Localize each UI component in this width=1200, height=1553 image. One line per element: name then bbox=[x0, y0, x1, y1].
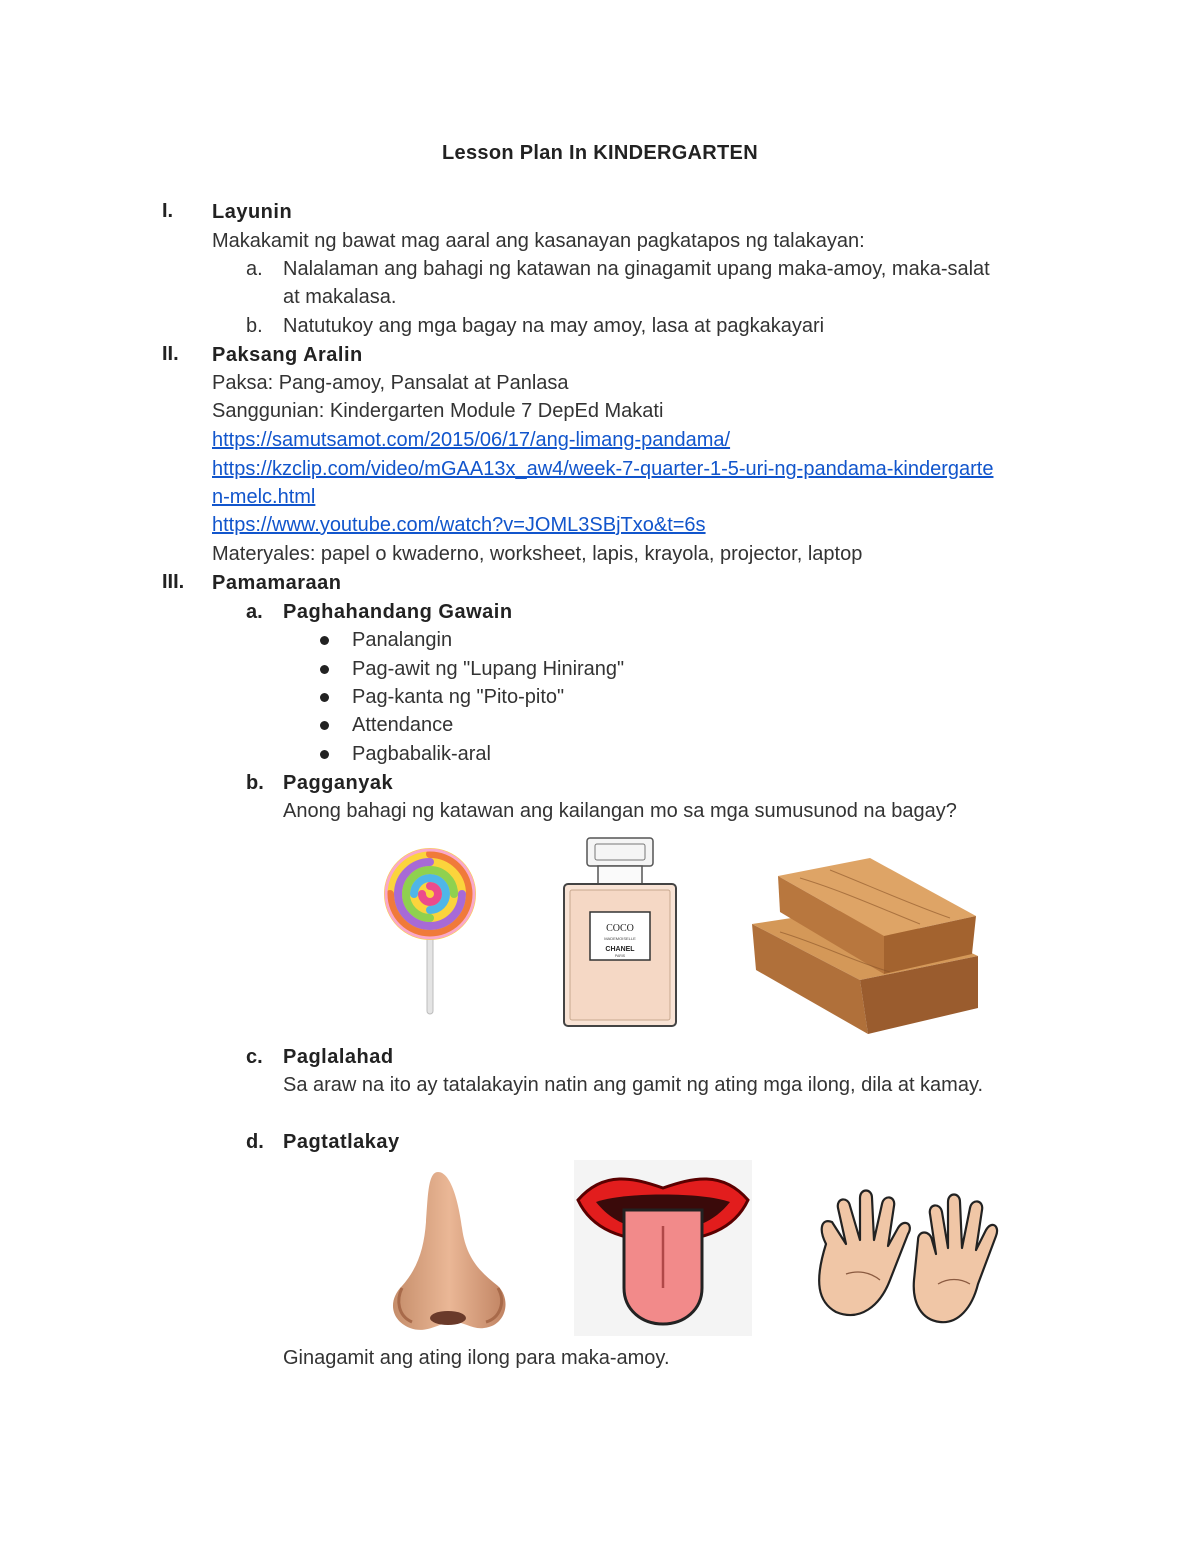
reference-link-3[interactable]: https://www.youtube.com/watch?v=JOML3SBjTxo&t=6s bbox=[212, 514, 706, 536]
pamamaraan-marker-d: d. bbox=[246, 1131, 264, 1153]
perfume-label-mademoiselle: MADEMOISELLE bbox=[604, 936, 636, 941]
perfume-label-coco: COCO bbox=[606, 923, 634, 934]
bullet-item: Pagbabalik-aral bbox=[352, 743, 491, 765]
section-heading-pamamaraan: Pamamaraan bbox=[212, 572, 342, 594]
reference-link-2-cont[interactable]: n-melc.html bbox=[212, 486, 316, 508]
perfume-label-chanel: CHANEL bbox=[605, 946, 635, 953]
pagganyak-heading: Pagganyak bbox=[283, 772, 394, 794]
section-numeral-2: II. bbox=[162, 343, 179, 365]
paglalahad-heading: Paglalahad bbox=[283, 1046, 394, 1068]
sanggunian-line: Sanggunian: Kindergarten Module 7 DepEd Makati bbox=[212, 400, 664, 422]
layunin-item-a-line1: Nalalaman ang bahagi ng katawan na ginagamit upang maka-amoy, maka-salat bbox=[283, 258, 990, 280]
paghahanda-heading: Paghahandang Gawain bbox=[283, 601, 513, 623]
layunin-item-a-line2: at makalasa. bbox=[283, 286, 397, 308]
pagtatlakay-text: Ginagamit ang ating ilong para maka-amoy. bbox=[283, 1347, 670, 1369]
materyales-line: Materyales: papel o kwaderno, worksheet, lapis, krayola, projector, laptop bbox=[212, 543, 863, 565]
bullet-item: Panalangin bbox=[352, 629, 453, 651]
bullet-dot bbox=[320, 721, 329, 730]
layunin-intro: Makakamit ng bawat mag aaral ang kasanayan pagkatapos ng talakayan: bbox=[212, 230, 865, 252]
pamamaraan-marker-a: a. bbox=[246, 601, 263, 623]
reference-link-2[interactable]: https://kzclip.com/video/mGAA13x_aw4/week-7-quarter-1-5-uri-ng-pandama-kindergarte bbox=[212, 458, 994, 480]
bullet-dot bbox=[320, 750, 329, 759]
lollipop-icon bbox=[378, 848, 483, 1016]
section-numeral-3: III. bbox=[162, 571, 185, 593]
tongue-mouth-icon bbox=[574, 1160, 752, 1336]
layunin-item-b: Natutukoy ang mga bagay na may amoy, lasa at pagkakayari bbox=[283, 315, 825, 337]
perfume-bottle-icon bbox=[560, 836, 680, 1028]
pamamaraan-marker-c: c. bbox=[246, 1046, 263, 1068]
bullet-dot bbox=[320, 636, 329, 645]
nose-icon bbox=[388, 1168, 512, 1336]
perfume-label-paris: PARIS bbox=[614, 954, 626, 958]
wood-planks-icon bbox=[750, 856, 982, 1036]
hands-icon bbox=[806, 1184, 1000, 1332]
section-numeral-1: I. bbox=[162, 200, 174, 222]
pagganyak-question: Anong bahagi ng katawan ang kailangan mo sa mga sumusunod na bagay? bbox=[283, 800, 957, 822]
bullet-item: Pag-awit ng "Lupang Hinirang" bbox=[352, 658, 625, 680]
pamamaraan-marker-b: b. bbox=[246, 772, 264, 794]
section-heading-paksang-aralin: Paksang Aralin bbox=[212, 344, 363, 366]
paksa-line: Paksa: Pang-amoy, Pansalat at Panlasa bbox=[212, 372, 569, 394]
layunin-marker-b: b. bbox=[246, 315, 263, 337]
paglalahad-text: Sa araw na ito ay tatalakayin natin ang gamit ng ating mga ilong, dila at kamay. bbox=[283, 1074, 984, 1096]
bullet-item: Pag-kanta ng "Pito-pito" bbox=[352, 686, 565, 708]
pagtatlakay-heading: Pagtatlakay bbox=[283, 1131, 400, 1153]
layunin-marker-a: a. bbox=[246, 258, 263, 280]
page-title: Lesson Plan In KINDERGARTEN bbox=[442, 142, 758, 164]
bullet-dot bbox=[320, 665, 329, 674]
bullet-dot bbox=[320, 693, 329, 702]
section-heading-layunin: Layunin bbox=[212, 201, 293, 223]
bullet-item: Attendance bbox=[352, 714, 454, 736]
reference-link-1[interactable]: https://samutsamot.com/2015/06/17/ang-limang-pandama/ bbox=[212, 429, 731, 451]
